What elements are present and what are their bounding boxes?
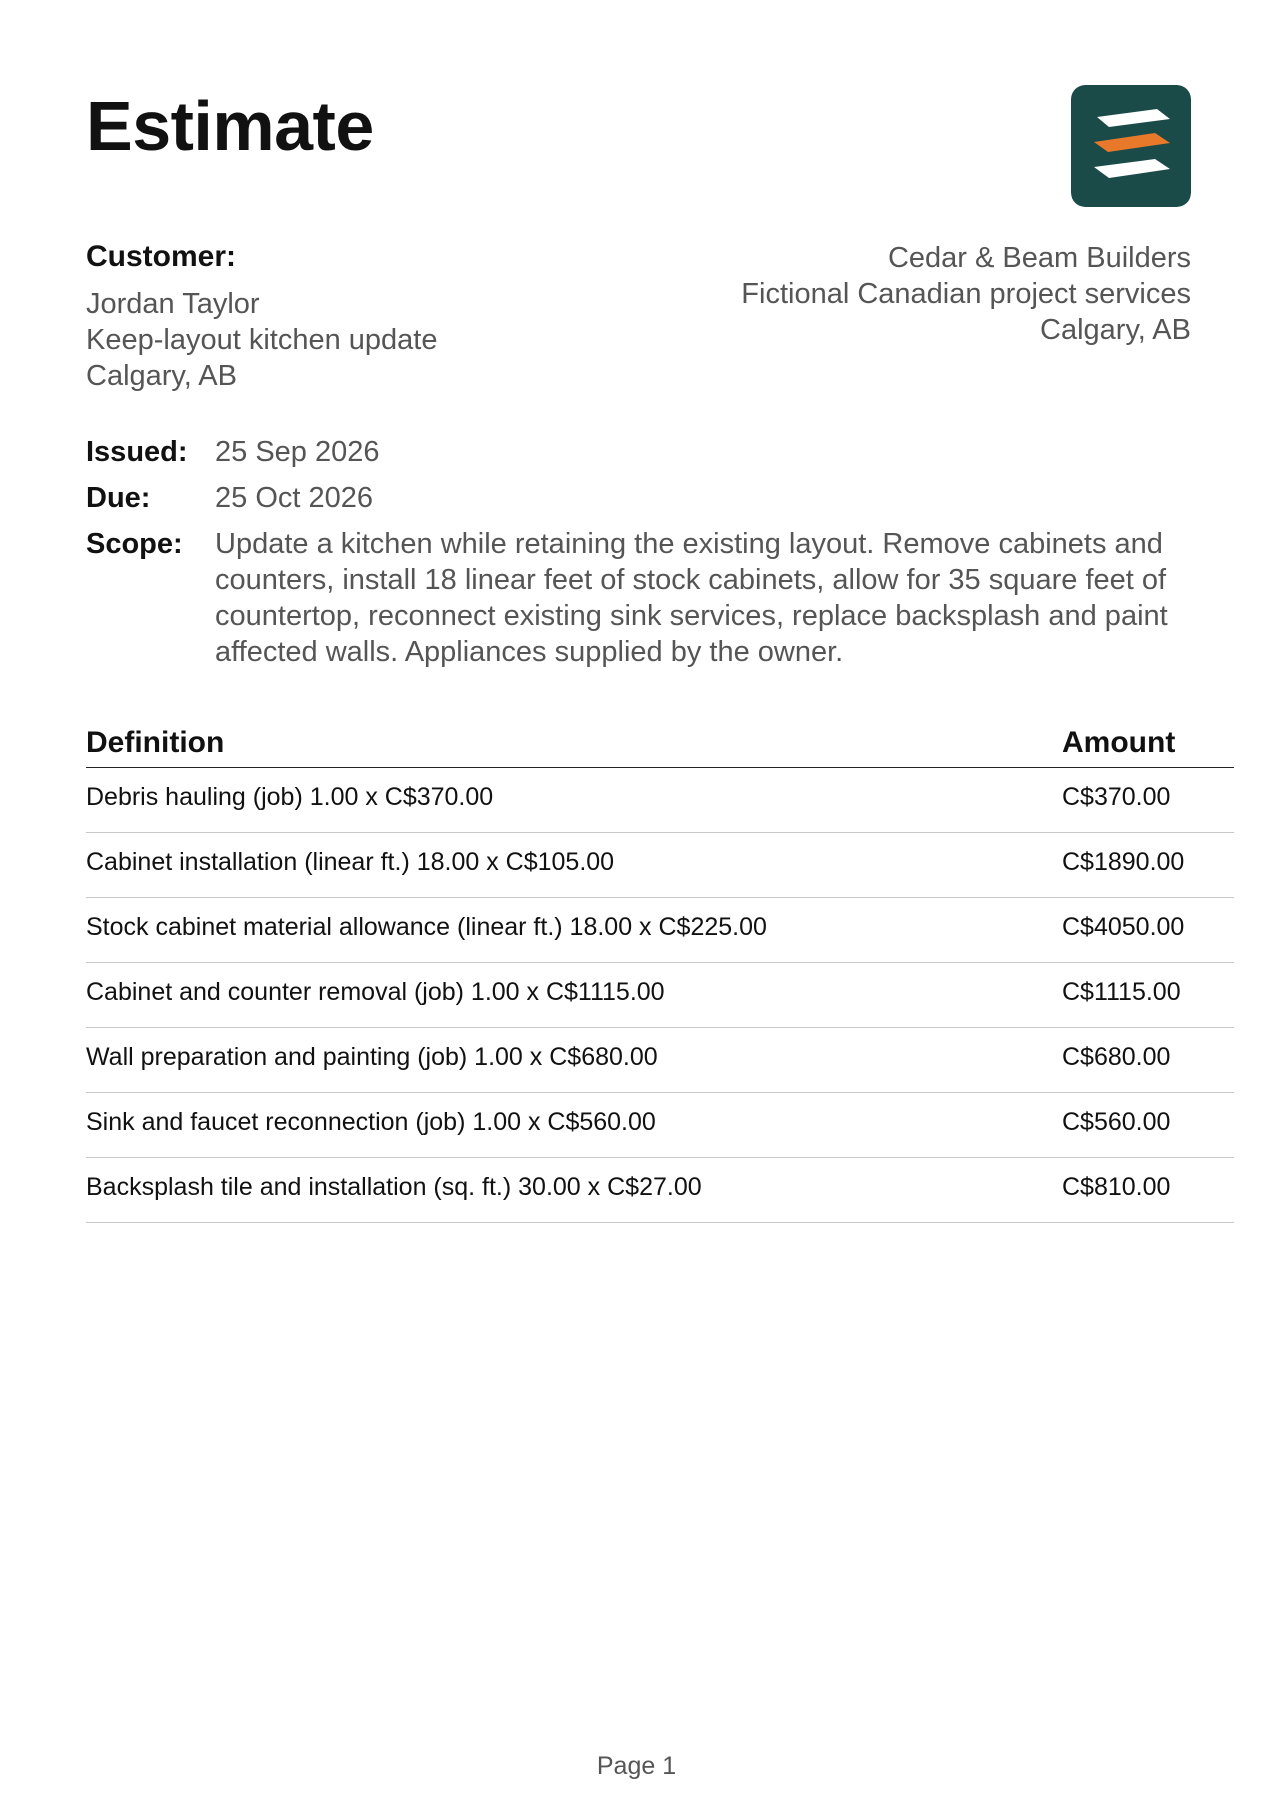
line-item-amount: C$1115.00 — [1062, 978, 1181, 1006]
line-item-amount: C$4050.00 — [1062, 913, 1185, 941]
line-item-definition: Stock cabinet material allowance (linear ft.) 18.00 x C$225.00 — [86, 913, 767, 941]
table-row — [86, 1158, 1234, 1223]
line-item-amount: C$560.00 — [1062, 1108, 1171, 1136]
line-item-definition: Cabinet installation (linear ft.) 18.00 x C$105.00 — [86, 848, 615, 876]
line-item-definition: Cabinet and counter removal (job) 1.00 x C$1115.00 — [86, 978, 665, 1006]
issued-row — [86, 434, 1236, 470]
due-row — [86, 480, 1236, 516]
issued-label: Issued: — [86, 436, 188, 468]
company-location: Calgary, AB — [1040, 314, 1191, 346]
line-item-amount: C$680.00 — [1062, 1043, 1171, 1071]
due-label: Due: — [86, 482, 151, 514]
company-tagline: Fictional Canadian project services — [741, 278, 1191, 310]
company-name: Cedar & Beam Builders — [887, 242, 1191, 274]
table-row — [86, 1093, 1234, 1158]
table-row — [86, 768, 1234, 833]
customer-label: Customer: — [86, 240, 237, 273]
table-row — [86, 833, 1234, 898]
scope-row — [86, 526, 1236, 670]
table-row — [86, 963, 1234, 1028]
estimate-meta — [86, 434, 1236, 680]
line-item-amount: C$810.00 — [1062, 1173, 1171, 1201]
line-item-amount: C$1890.00 — [1062, 848, 1185, 876]
table-row — [86, 1028, 1234, 1093]
issued-date: 25 Sep 2026 — [215, 436, 380, 468]
company-logo-icon — [1071, 85, 1191, 207]
table-row — [86, 898, 1234, 963]
customer-location: Calgary, AB — [86, 360, 237, 392]
table-header — [86, 722, 1234, 768]
amount-column-header: Amount — [1062, 726, 1176, 759]
line-item-definition: Debris hauling (job) 1.00 x C$370.00 — [86, 783, 494, 811]
document-title: Estimate — [86, 87, 374, 165]
line-item-definition: Backsplash tile and installation (sq. ft.) 30.00 x C$27.00 — [86, 1173, 702, 1201]
customer-block — [86, 240, 646, 394]
line-item-definition: Sink and faucet reconnection (job) 1.00 x C$560.00 — [86, 1108, 656, 1136]
scope-text: Update a kitchen while retaining the existing layout. Remove cabinets and counters, install 18 linear feet of stock cabinets, allow for 35 square feet of countertop, reconnect existing sink services, replace backsplash and paint affected walls. Appliances supplied by the owner. — [215, 528, 1168, 668]
customer-name: Jordan Taylor — [86, 288, 260, 320]
company-block — [571, 240, 1191, 348]
page-number: Page 1 — [596, 1752, 677, 1780]
line-items-table — [86, 722, 1234, 1223]
scope-label: Scope: — [86, 528, 183, 560]
due-date: 25 Oct 2026 — [215, 482, 373, 514]
line-item-amount: C$370.00 — [1062, 783, 1171, 811]
customer-project: Keep-layout kitchen update — [86, 324, 438, 356]
definition-column-header: Definition — [86, 726, 225, 759]
line-item-definition: Wall preparation and painting (job) 1.00 x C$680.00 — [86, 1043, 658, 1071]
